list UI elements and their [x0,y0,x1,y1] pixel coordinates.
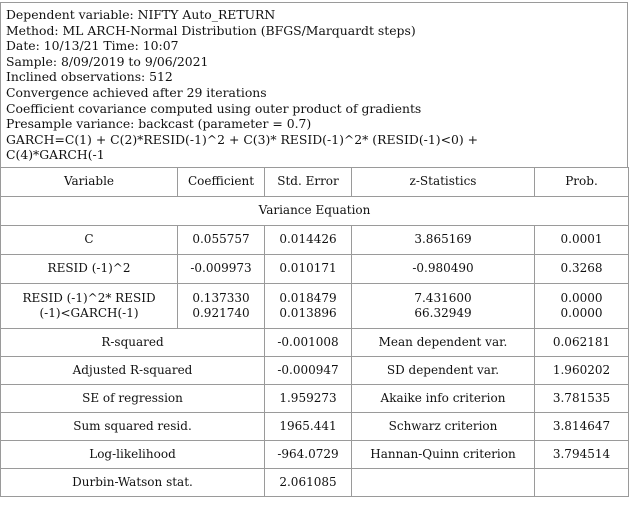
col-variable: Variable [1,167,178,196]
stat-label: SD dependent var. [352,356,535,384]
stat-label: SE of regression [1,384,265,412]
stat-value: 3.781535 [535,384,629,412]
header-line: Convergence achieved after 29 iterations [6,84,267,100]
stat-label: Schwarz criterion [352,412,535,440]
stat-label: Durbin-Watson stat. [1,468,265,496]
variable-line: (-1)<GARCH(-1) [39,305,139,320]
coef-line: 0.921740 [192,305,250,320]
variable-line: RESID (-1)^2* RESID [22,290,156,305]
header-line: Method: ML ARCH-Normal Distribution (BFGS/Marquardt steps) [6,22,416,38]
table-row [1,254,629,283]
table-row [1,225,629,254]
stat-label: Hannan-Quinn criterion [352,440,535,468]
header-line: Coefficient covariance computed using outer product of gradients [6,100,422,116]
z-cell [352,283,535,328]
coef-cell: -0.009973 [178,254,265,283]
prob-line: 0.0000 [560,305,603,320]
stat-value: 3.794514 [535,440,629,468]
stats-row [1,440,629,468]
section-title: Variance Equation [1,196,629,225]
stat-label: R-squared [1,328,265,356]
z-line: 66.32949 [414,305,472,320]
column-header-row [1,167,629,196]
stat-value [535,468,629,496]
stat-label: Mean dependent var. [352,328,535,356]
stat-value: 3.814647 [535,412,629,440]
coef-line: 0.137330 [192,290,250,305]
prob-cell: 0.0001 [535,225,629,254]
prob-cell [535,283,629,328]
se-line: 0.013896 [279,305,337,320]
variable-cell [1,283,178,328]
table-row-combined [1,283,629,328]
z-line: 7.431600 [414,290,472,305]
stat-label: Log-likelihood [1,440,265,468]
stat-value: 1.959273 [265,384,352,412]
stats-row [1,468,629,496]
stat-value: -964.0729 [265,440,352,468]
stat-value: -0.000947 [265,356,352,384]
stat-label: Adjusted R-squared [1,356,265,384]
header-line: C(4)*GARCH(-1 [6,147,105,163]
prob-line: 0.0000 [560,290,603,305]
header-line: Date: 10/13/21 Time: 10:07 [6,38,179,54]
estimation-header [0,2,628,167]
section-row [1,196,629,225]
z-cell: 3.865169 [352,225,535,254]
se-cell: 0.014426 [265,225,352,254]
col-prob: Prob. [535,167,629,196]
stats-row [1,356,629,384]
stat-value: 1965.441 [265,412,352,440]
variable-cell: C [1,225,178,254]
col-z-statistics: z-Statistics [352,167,535,196]
header-line: Dependent variable: NIFTY Auto_RETURN [6,7,276,22]
stat-value: 1.960202 [535,356,629,384]
coef-cell [178,283,265,328]
stat-value: 0.062181 [535,328,629,356]
stat-value: 2.061085 [265,468,352,496]
z-cell: -0.980490 [352,254,535,283]
col-std-error: Std. Error [265,167,352,196]
col-coefficient: Coefficient [178,167,265,196]
stats-row [1,328,629,356]
prob-cell: 0.3268 [535,254,629,283]
results-table [0,167,629,497]
header-line: Sample: 8/09/2019 to 9/06/2021 [6,53,209,69]
garch-output [0,2,628,497]
stat-value: -0.001008 [265,328,352,356]
coef-cell: 0.055757 [178,225,265,254]
stats-row [1,412,629,440]
stat-label: Sum squared resid. [1,412,265,440]
se-cell: 0.010171 [265,254,352,283]
variable-cell: RESID (-1)^2 [1,254,178,283]
header-line: Presample variance: backcast (parameter = 0.7) [6,116,312,132]
header-line: Inclined observations: 512 [6,69,173,85]
se-line: 0.018479 [279,290,337,305]
header-line: GARCH=C(1) + C(2)*RESID(-1)^2 + C(3)* RESID(-1)^2* (RESID(-1)<0) + [6,131,478,147]
stat-label: Akaike info criterion [352,384,535,412]
stat-label [352,468,535,496]
stats-row [1,384,629,412]
se-cell [265,283,352,328]
